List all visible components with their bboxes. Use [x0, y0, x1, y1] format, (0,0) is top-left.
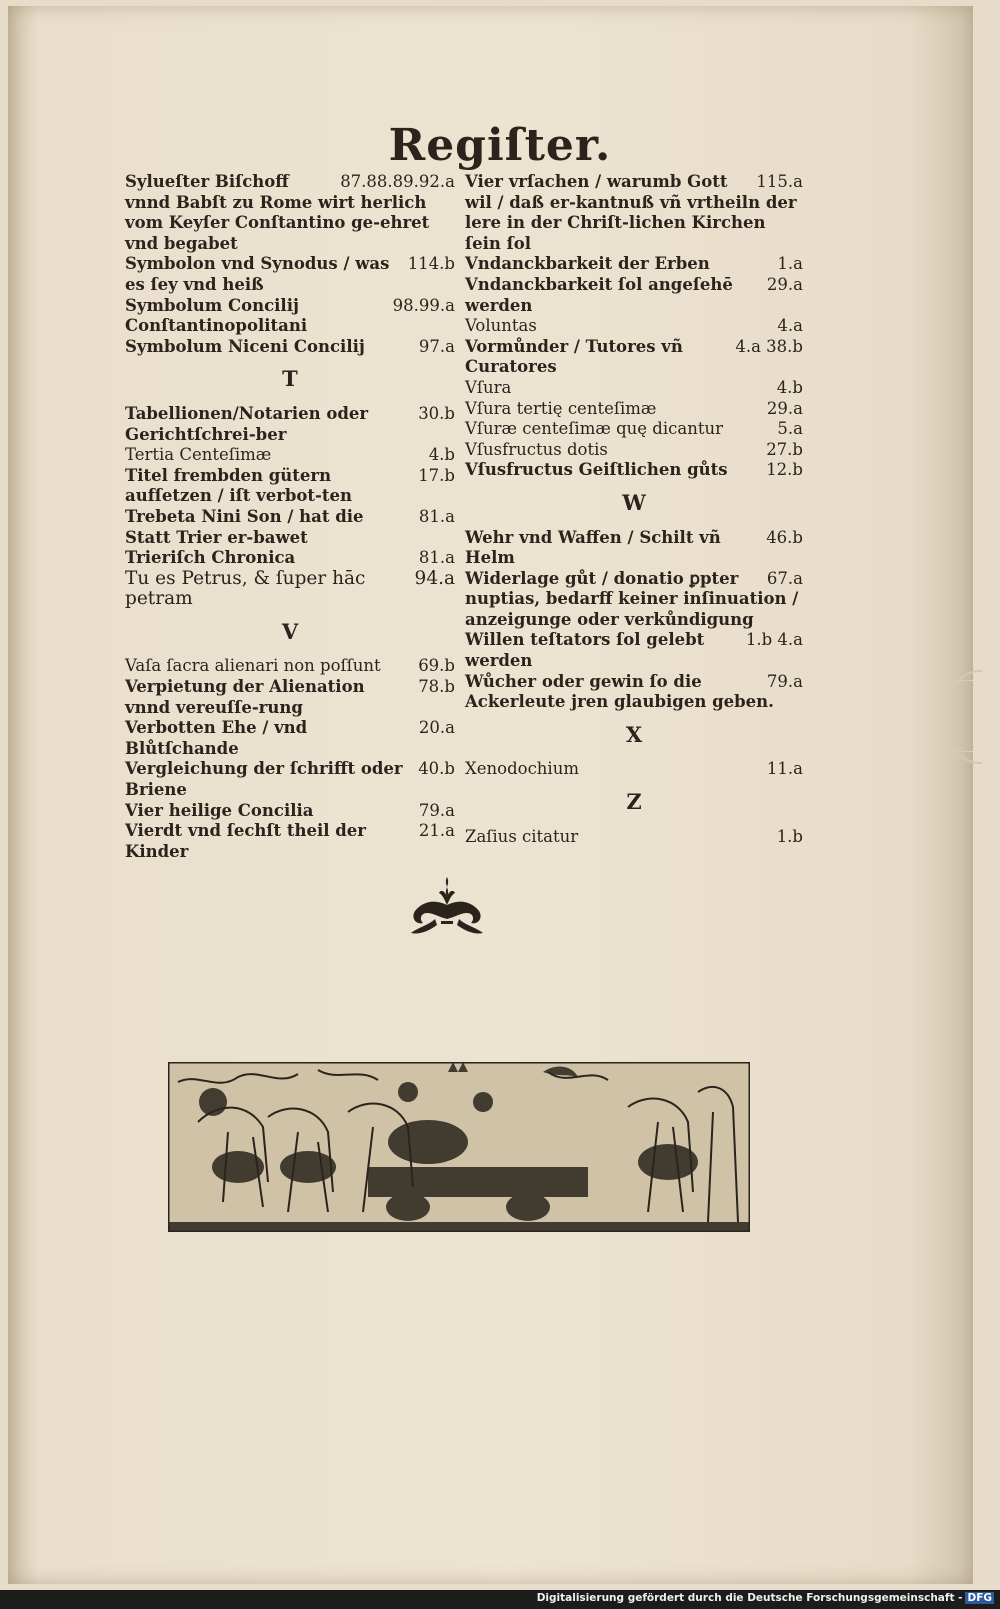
entry-text: Vſuræ centeſimæ quę dicantur	[465, 419, 723, 439]
page-reference: 69.b	[418, 656, 455, 676]
page-clasp-mark-inner	[942, 680, 973, 752]
entry-text: Zaſius citatur	[465, 826, 579, 846]
register-entry	[465, 337, 803, 378]
entry-text: Vſura tertię centeſimæ	[465, 398, 657, 418]
credit-text: Digitalisierung gefördert durch die Deutsche Forschungsgemeinschaft -	[536, 1592, 963, 1604]
register-entry	[125, 569, 455, 610]
page-reference: 4.a 38.b	[735, 336, 803, 356]
register-entry	[465, 827, 803, 848]
z-entries	[465, 827, 803, 848]
entry-text: Vierdt vnd ſechſt theil der Kinder	[125, 821, 366, 861]
entry-text: Vormůnder / Tutores vñ Curatores	[465, 336, 683, 377]
page-reference: 67.a	[766, 568, 803, 588]
register-entry	[125, 548, 455, 569]
register-entry	[465, 569, 803, 631]
page-reference: 29.a	[766, 398, 803, 418]
entry-text: Symbolum Niceni Concilij	[125, 336, 365, 356]
page-reference: 12.b	[766, 460, 803, 480]
page-reference: 94.a	[414, 567, 455, 589]
register-entry	[125, 801, 455, 822]
page-reference: 46.b	[766, 527, 803, 547]
page-reference: 79.a	[418, 800, 455, 820]
page-reference: 97.a	[418, 336, 455, 356]
entry-text: Voluntas	[465, 316, 537, 336]
dfg-logo: DFG	[967, 1592, 992, 1604]
page-reference: 79.a	[766, 671, 803, 691]
page-reference: 114.b	[407, 254, 455, 274]
entry-text: Tertia Centeſimæ	[125, 445, 272, 465]
fleuron-ornament-icon	[405, 875, 489, 937]
register-entry	[465, 630, 803, 671]
entry-text: Vndanckbarkeit ſol angeſehē werden	[465, 274, 733, 315]
section-letter-w: W	[622, 489, 646, 515]
register-entry	[465, 672, 803, 713]
section-letter-t: T	[282, 366, 298, 392]
page-reference: 17.b	[418, 465, 455, 485]
register-entry	[125, 172, 455, 254]
w-entries	[465, 528, 803, 713]
register-entry	[125, 759, 455, 800]
section-letter-x: X	[625, 721, 643, 747]
entry-text: Vſura	[465, 377, 512, 397]
right-column	[465, 172, 803, 847]
register-entry	[465, 316, 803, 337]
register-entry	[465, 460, 803, 481]
register-entry	[125, 677, 455, 718]
entry-text: Titel frembden gütern aufſetzen / iſt verbot-ten	[125, 465, 353, 506]
entry-text: Vaſa ſacra alienari non poſſunt	[125, 656, 381, 676]
page-reference: 1.a	[777, 254, 803, 274]
register-entry	[465, 528, 803, 569]
entry-text: Symbolum Concilij Conſtantinopolitani	[125, 295, 308, 336]
register-entry	[125, 507, 455, 548]
entry-text: Xenodochium	[465, 759, 579, 779]
entry-text: Sylueſter Biſchoff vnnd Babſt zu Rome wirt herlich vom Keyſer Conſtantino ge-ehret vnd begabet	[125, 172, 430, 253]
page-reference: 4.b	[428, 445, 455, 465]
page-reference: 27.b	[766, 439, 803, 459]
page-title: Regiſter.	[388, 120, 612, 171]
register-entry	[125, 656, 455, 677]
entry-text: Vſusfructus Geiſtlichen gůts	[465, 460, 728, 480]
page-reference: 115.a	[756, 172, 803, 191]
entry-text: Vier heilige Concilia	[125, 800, 314, 820]
register-entry	[125, 254, 455, 295]
entry-text: Vndanckbarkeit der Erben	[465, 254, 710, 274]
page-reference: 81.a	[418, 548, 455, 568]
page-reference: 4.a	[777, 316, 803, 336]
right-top-entries	[465, 172, 803, 481]
entry-text: Vſusfructus dotis	[465, 439, 608, 459]
x-entries	[465, 759, 803, 780]
register-entry	[125, 296, 455, 337]
entry-text: Widerlage gůt / donatio ꝑpter nuptias, bedarff keiner inſinuation / anzeigunge oder verkůndigung	[465, 568, 799, 629]
register-entry	[125, 337, 455, 358]
page-reference: 87.88.89.92.a	[340, 172, 455, 191]
entry-text: Vergleichung der ſchrifft oder Briene	[125, 759, 403, 800]
register-entry	[125, 445, 455, 466]
left-top-entries	[125, 172, 455, 357]
entry-text: Willen teſtators ſol gelebt werden	[465, 630, 705, 671]
page-reference: 1.b 4.a	[745, 630, 803, 650]
page-reference: 29.a	[766, 274, 803, 294]
v-entries	[125, 656, 455, 862]
page-reference: 5.a	[777, 419, 803, 439]
triumphal-procession-woodcut	[168, 1062, 750, 1232]
page-reference: 78.b	[418, 677, 455, 697]
page-reference: 98.99.a	[392, 295, 455, 315]
register-entry	[125, 821, 455, 862]
section-letter-z: Z	[626, 789, 642, 815]
page-reference: 21.a	[418, 821, 455, 841]
t-entries	[125, 404, 455, 610]
page-reference: 11.a	[766, 759, 803, 779]
page-reference: 4.b	[776, 377, 803, 397]
page-reference: 20.a	[418, 718, 455, 738]
entry-text: Wůcher oder gewin ſo die Ackerleute jren glaubigen geben.	[465, 671, 774, 712]
entry-text: Trebeta Nini Son / hat die Statt Trier er-bawet	[125, 506, 364, 547]
page-reference: 40.b	[418, 759, 455, 779]
register-entry	[465, 440, 803, 461]
register-entry	[465, 378, 803, 399]
page-reference: 1.b	[776, 826, 803, 846]
register-entry	[125, 718, 455, 759]
entry-text: Wehr vnd Waffen / Schilt vñ Helm	[465, 527, 721, 568]
page-reference: 30.b	[418, 403, 455, 423]
section-letter-v: V	[281, 618, 299, 644]
register-entry	[465, 275, 803, 316]
entry-text: Tabellionen/Notarien oder Gerichtſchrei-ber	[125, 403, 369, 444]
register-entry	[465, 759, 803, 780]
entry-text: Verbotten Ehe / vnd Blůtſchande	[125, 718, 308, 758]
digitization-credit	[537, 1592, 994, 1604]
register-entry	[125, 404, 455, 445]
register-entry	[465, 419, 803, 440]
entry-text: Verpietung der Alienation vnnd vereuſſe-rung	[125, 677, 365, 717]
register-entry	[465, 254, 803, 275]
entry-text: Vier vrſachen / warumb Gott wil / daß er-kantnuß vñ vrtheiln der lere in der Chriſt-lichen Kirchen ſein ſol	[465, 172, 797, 253]
entry-text: Symbolon vnd Synodus / was es ſey vnd heiß	[125, 254, 390, 294]
register-entry	[125, 466, 455, 507]
entry-text: Trieriſch Chronica	[125, 548, 296, 568]
left-column	[125, 172, 455, 862]
page-reference: 81.a	[418, 506, 455, 526]
register-entry	[465, 399, 803, 420]
entry-text: Tu es Petrus, & ſuper hāc petram	[125, 567, 366, 610]
register-entry	[465, 172, 803, 254]
